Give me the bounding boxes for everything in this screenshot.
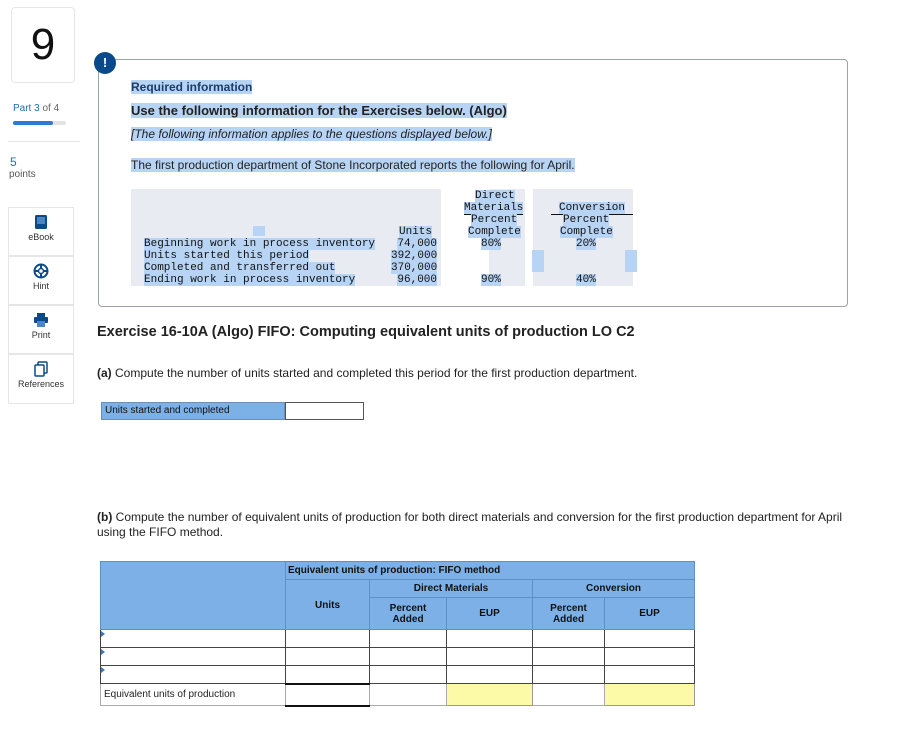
part-a-text: Compute the number of units started and completed this period for the first production department.: [111, 366, 638, 380]
table-row: [101, 648, 695, 666]
units-ending: 96,000: [397, 274, 437, 286]
dm-percent-input[interactable]: [370, 630, 447, 648]
cv-header-3: Complete: [560, 226, 613, 238]
use-info-heading: Use the following information for the Exercises below. (Algo): [131, 103, 507, 118]
required-info-heading: Required information: [131, 80, 253, 94]
references-button[interactable]: [8, 354, 74, 404]
documents-icon: [33, 361, 49, 377]
total-units-input[interactable]: [286, 684, 370, 706]
print-label: Print: [31, 330, 51, 340]
units-beginning: 74,000: [397, 238, 437, 250]
cv-added-label: Added: [552, 613, 585, 625]
dm-percent-input[interactable]: [370, 648, 447, 666]
dm-added-label: Added: [392, 613, 424, 625]
ebook-label: eBook: [28, 232, 54, 242]
info-note: [The following information applies to the questions displayed below.]: [131, 127, 492, 141]
question-number: 9: [11, 7, 75, 83]
row-label-started: Units started this period: [144, 250, 310, 262]
dm-eup-input[interactable]: [447, 630, 533, 648]
row-label-input[interactable]: [101, 666, 286, 684]
total-dm-eup-input[interactable]: [447, 684, 533, 706]
row-label-completed: Completed and transferred out: [144, 262, 336, 274]
table-row: [101, 666, 695, 684]
cv-percent-input[interactable]: [533, 666, 605, 684]
cv-eup-input[interactable]: [605, 630, 695, 648]
book-icon: [33, 214, 49, 230]
cv-percent-label: Percent: [550, 602, 587, 614]
total-cv-percent-cell: [533, 684, 605, 706]
dm-header-4: Complete: [468, 226, 521, 238]
ebook-button[interactable]: [8, 207, 74, 256]
part-progress-fill: [13, 121, 53, 125]
part-b-prompt: [97, 510, 857, 540]
hint-label: Hint: [32, 281, 49, 291]
dm-eup-input[interactable]: [447, 666, 533, 684]
points-label: points: [9, 169, 36, 180]
lifebuoy-icon: [33, 263, 49, 279]
total-cv-eup-input[interactable]: [605, 684, 695, 706]
table-row: [101, 630, 695, 648]
alert-icon: !: [94, 52, 116, 74]
dm-percent-label: Percent: [389, 602, 427, 614]
eup-table: [100, 561, 695, 707]
dm-header-1: Direct: [475, 190, 515, 202]
eup-table-title: Equivalent units of production: FIFO method: [286, 562, 695, 580]
dm-pct-beginning: 80%: [481, 238, 501, 250]
units-header: Units: [399, 226, 433, 238]
production-data-table: [131, 189, 633, 286]
dm-percent-input[interactable]: [370, 666, 447, 684]
part-a-label: (a): [97, 366, 112, 380]
part-of-label: of 4: [42, 103, 60, 114]
cv-percent-input[interactable]: [533, 630, 605, 648]
part-progress-bar: [13, 121, 66, 125]
units-started-completed-label: Units started and completed: [101, 402, 285, 420]
cv-pct-beginning: 20%: [576, 238, 596, 250]
conversion-header: Conversion: [533, 580, 695, 598]
row-label-input[interactable]: [101, 648, 286, 666]
part-b-label: (b): [97, 510, 113, 524]
cv-percent-added-header: [533, 598, 605, 630]
points-value: 5: [10, 155, 17, 169]
part-b-text: Compute the number of equivalent units of production for both direct materials and conversion for the first production department for April using the FIFO method.: [97, 510, 843, 539]
part-indicator: [13, 103, 59, 114]
cv-header-2: Percent: [563, 214, 610, 226]
dm-header-2: Materials: [464, 202, 524, 214]
units-input[interactable]: [286, 648, 370, 666]
total-row-label: Equivalent units of production: [101, 684, 286, 706]
total-row: [101, 684, 695, 706]
divider: [8, 141, 80, 142]
part-label: Part 3: [13, 103, 40, 114]
part-a-prompt: [97, 366, 637, 380]
department-intro: The first production department of Stone Incorporated reports the following for April.: [131, 158, 575, 172]
cv-pct-ending: 40%: [576, 274, 596, 286]
cv-percent-input[interactable]: [533, 648, 605, 666]
hint-button[interactable]: [8, 256, 74, 305]
dm-eup-input[interactable]: [447, 648, 533, 666]
dm-header-3: Percent: [471, 214, 518, 226]
units-input[interactable]: [286, 630, 370, 648]
dm-eup-header: EUP: [447, 598, 533, 630]
row-label-beginning: Beginning work in process inventory: [144, 238, 376, 250]
row-label-input[interactable]: [101, 630, 286, 648]
dm-pct-ending: 90%: [481, 274, 501, 286]
cv-eup-input[interactable]: [605, 666, 695, 684]
cv-eup-header: EUP: [605, 598, 695, 630]
exercise-title: Exercise 16-10A (Algo) FIFO: Computing equivalent units of production LO C2: [97, 324, 635, 340]
total-dm-percent-cell: [370, 684, 447, 706]
row-label-ending: Ending work in process inventory: [144, 274, 356, 286]
cv-header-1: Conversion: [558, 202, 625, 214]
printer-icon: [33, 312, 49, 328]
references-label: References: [17, 379, 65, 389]
units-input[interactable]: [286, 666, 370, 684]
units-col-header: Units: [286, 598, 370, 630]
direct-materials-header: Direct Materials: [370, 580, 533, 598]
cv-eup-input[interactable]: [605, 648, 695, 666]
units-started: 392,000: [391, 250, 438, 262]
units-started-completed-input[interactable]: [285, 402, 364, 420]
dm-percent-added-header: [370, 598, 447, 630]
units-completed: 370,000: [391, 262, 438, 274]
print-button[interactable]: [8, 305, 74, 354]
